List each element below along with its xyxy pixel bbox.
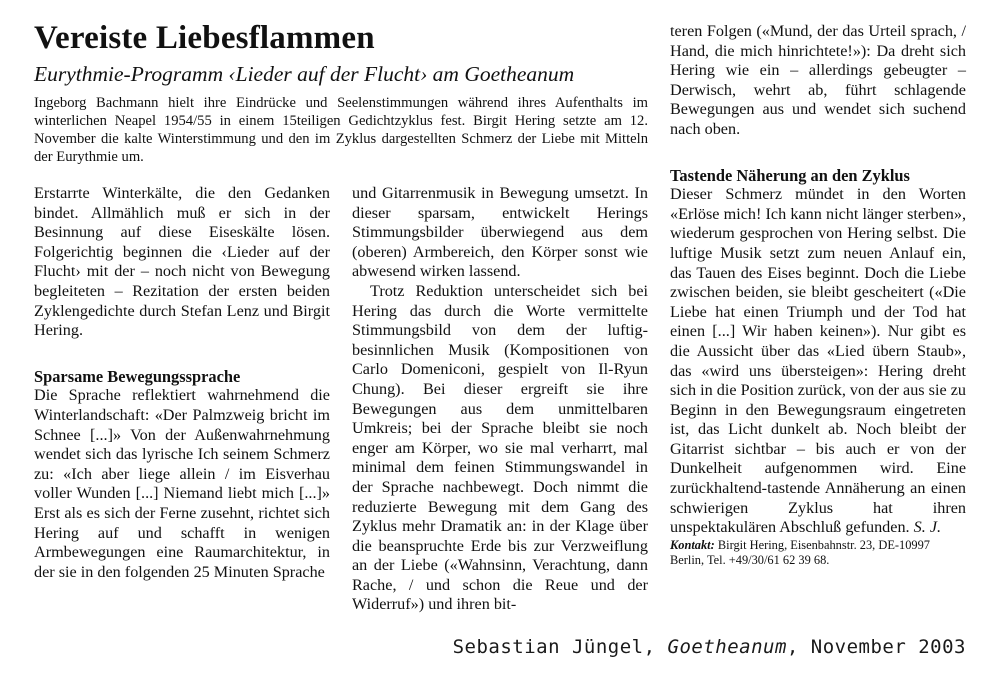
col3-paragraph-2-text: Dieser Schmerz mündet in den Worten «Erlöse mich! Ich kann nicht länger sterben», wiederum gesprochen von Hering selbst. Die luftige Musik setzt zum neuen Anlauf ein, das Tauen des Eises beginnt. Doch die Liebe zwischen beiden, sie bleibt gescheitert («Die Liebe hat einen Triumph und der Tod hat einen [...] Wir haben keinen»). Nur gibt es die Aussicht über das «Lied übern Staub», das «wird uns übersteigen»: Hering dreht sich in die Position zurück, von der aus sie zu Beginn in den Bewegungsraum eingetreten ist, das Licht dunkelt ab. Noch bleibt der Gitarrist sichtbar – bis auch er von der Dunkelheit aufgenommen wird. Eine zurückhaltend-tastende Annäherung an einen schwierigen Zyklus hat ihren unspektakulären Abschluß gefunden.	[670, 185, 966, 537]
credit-publication: Goetheanum	[667, 636, 787, 658]
credit-date: , November 2003	[786, 636, 966, 658]
col1-paragraph-1: Erstarrte Winterkälte, die den Gedanken bindet. Allmählich muß er sich in der Besinnung auf diese Eiseskälte lösen. Folgerichtig beginnen die ‹Lieder auf der Flucht› mit der – noch nicht von Bewegung begleiteten – Rezitation der ersten beiden Zyklengedichte durch Stefan Lenz und Birgit Hering.	[34, 184, 330, 340]
article-headline: Vereiste Liebesflammen	[34, 20, 375, 56]
credit-author: Sebastian Jüngel,	[452, 636, 656, 658]
source-credit	[453, 636, 966, 658]
col3-paragraph-2	[670, 185, 966, 538]
article-subtitle: Eurythmie-Programm ‹Lieder auf der Flucht› am Goetheanum	[34, 62, 575, 86]
contact-info	[670, 538, 966, 569]
col3-paragraph-1: teren Folgen («Mund, der das Urteil sprach, / Hand, die mich hinrichtete!»): Da dreht sich Hering wie ein – allerdings gebeugter – Derwisch, wehrt ab, führt schlagende Bewegungen aus und wendet sich suchend nach oben.	[670, 22, 966, 138]
col2-paragraph-2: Trotz Reduktion unterscheidet sich bei Hering das durch die Worte vermittelte Stimmungsbild von dem der luftig-besinnlichen Musik (Kompositionen von Carlo Domeniconi, gespielt von Il-Ryun Chung). Bei dieser ergreift sie ihre Bewegungen aus dem unmittelbaren Umkreis; bei der Sprache bleibt sie noch enger am Körper, wo sie mal verharrt, mal minimal dem feinen Stimmungswandel in der Sprache nachbewegt. Doch nimmt die reduzierte Bewegung mit dem Gang des Zyklus mehr Dramatik an: in der Klage über die beanspruchte Erde bis zur Verzweiflung an der Liebe («Wahnsinn, Verachtung, dann Rache, / und schon die Reue und der Widerruf») und ihren bit-	[352, 281, 648, 614]
contact-text: Birgit Hering, Eisenbahnstr. 23, DE-10997 Berlin, Tel. +49/30/61 62 39 68.	[670, 537, 930, 568]
contact-label: Kontakt:	[670, 537, 715, 552]
col1-subheading: Sparsame Bewegungssprache	[34, 366, 241, 386]
col1-paragraph-2: Die Sprache reflektiert wahrnehmend die Winterlandschaft: «Der Palmzweig bricht im Schnee [...]» Von der Außenwahrnehmung wendet sich das lyrische Ich seinem Schmerz zu: «Ich aber liege allein / im Eisverhau voller Wunden [...] Niemand liebt mich [...]» Erst als es sich der Ferne zusehnt, richtet sich Hering auf und schafft in wenigen Armbewegungen eine Raumarchitektur, in der sie in den folgenden 25 Minuten Sprache	[34, 386, 330, 581]
author-signature: S. J.	[913, 518, 942, 537]
column-3	[670, 22, 966, 569]
col2-paragraph-1: und Gitarrenmusik in Bewegung umsetzt. In dieser sparsam, entwickelt Herings Stimmungsbilder überwiegend aus dem (oberen) Armbereich, den Körper sonst wie abwesend wirken lassend.	[352, 184, 648, 281]
col3-subheading: Tastende Näherung an den Zyklus	[670, 165, 910, 185]
article-lead: Ingeborg Bachmann hielt ihre Eindrücke und Seelenstimmungen während ihres Aufenthalts im winterlichen Neapel 1954/55 in einem 15teiligen Gedichtzyklus fest. Birgit Hering setzte am 12. November die kalte Winterstimmung und den im Zyklus dargestellten Schmerz der Liebe mit Mitteln der Eurythmie um.	[34, 95, 648, 165]
column-2	[352, 184, 648, 615]
column-1	[34, 184, 330, 582]
